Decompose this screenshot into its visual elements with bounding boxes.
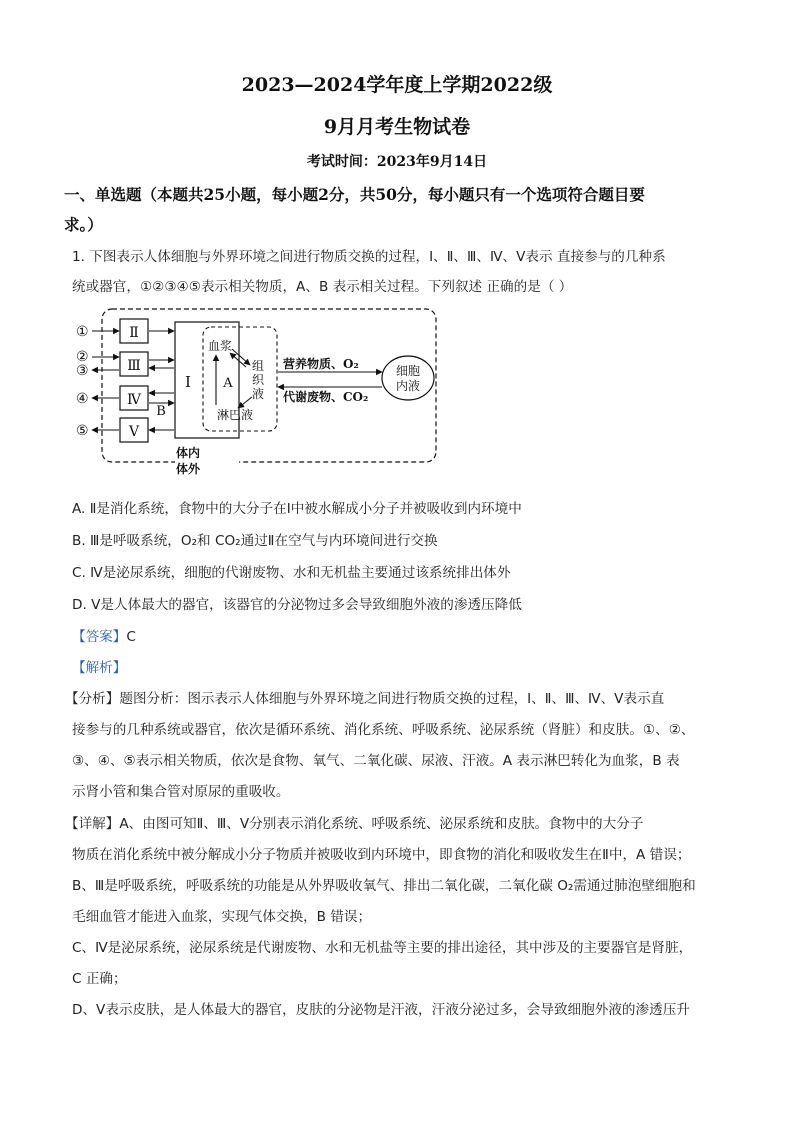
section-heading-cont: 求。）: [64, 215, 103, 234]
system-label-iii: Ⅲ: [127, 358, 141, 374]
circled-label-3: ③: [76, 363, 89, 379]
system-label-v: Ⅴ: [128, 424, 140, 440]
option-d: D. Ⅴ是人体最大的器官，该器官的分泌物过多会导致细胞外液的渗透压降低: [72, 597, 522, 613]
analysis-line: [72, 656, 126, 676]
process-b-label: B: [156, 404, 166, 419]
circled-label-2: ②: [76, 349, 89, 365]
answer-value: C: [126, 629, 136, 645]
option-a: A. Ⅱ是消化系统，食物中的大分子在Ⅰ中被水解成小分子并被吸收到内环境中: [72, 501, 522, 517]
exam-time: 考试时间：2023年9月14日: [306, 154, 488, 170]
outside-label: 体外: [176, 462, 201, 476]
lymph-label: 淋巴液: [216, 408, 254, 422]
cell-label-1: 细胞: [395, 364, 421, 378]
detail-line-3: B、Ⅲ是呼吸系统，呼吸系统的功能是从外界吸收氧气、排出二氧化碳，二氧化碳 O₂需通过肺泡壁细胞和: [72, 878, 696, 894]
cell-circle: [382, 356, 434, 400]
option-c: C. Ⅳ是泌尿系统，细胞的代谢废物、水和无机盐主要通过该系统排出体外: [72, 565, 511, 581]
inside-label: 体内: [176, 446, 201, 460]
question-stem-cont: 统或器官，①②③④⑤表示相关物质，A、B 表示相关过程。下列叙述 正确的是（ ）: [72, 279, 573, 295]
question-stem: 1. 下图表示人体细胞与外界环境之间进行物质交换的过程，Ⅰ、Ⅱ、Ⅲ、Ⅳ、Ⅴ表示 直接参与的几种系: [72, 249, 666, 265]
process-a-label: A: [223, 376, 233, 391]
circled-label-5: ⑤: [76, 423, 89, 439]
answer-line: [72, 625, 136, 645]
cell-label-2: 内液: [395, 379, 421, 393]
detail-line-2: 物质在消化系统中被分解成小分子物质并被吸收到内环境中，即食物的消化和吸收发生在Ⅱ中，A 错误；: [72, 847, 691, 863]
tissue-fluid-label-2: 织: [251, 373, 265, 387]
center-label: Ⅰ: [185, 373, 191, 391]
fenxi-line-4: 示肾小管和集合管对原尿的重吸收。: [72, 784, 290, 800]
exam-title: 2023—2024学年度上学期2022级: [241, 74, 553, 96]
exam-subtitle: 9月月考生物试卷: [323, 116, 471, 138]
system-label-ii: Ⅱ: [129, 325, 139, 341]
fenxi-line-2: 接参与的几种系统或器官，依次是循环系统、消化系统、呼吸系统、泌尿系统（肾脏）和皮肤。①、②、: [72, 722, 695, 738]
section-heading: 一、单选题（本题共25小题，每小题2分，共50分，每小题只有一个选项符合题目要: [64, 185, 645, 204]
fenxi-line-3: ③、④、⑤表示相关物质，依次是食物、氧气、二氧化碳、尿液、汗液。A 表示淋巴转化为血浆，B 表: [72, 753, 680, 769]
detail-line-5: C、Ⅳ是泌尿系统，泌尿系统是代谢废物、水和无机盐等主要的排出途径，其中涉及的主要器官是肾脏，: [72, 940, 693, 956]
circled-label-1: ①: [76, 324, 89, 340]
detail-line-4: 毛细血管才能进入血浆，实现气体交换，B 错误；: [72, 909, 372, 925]
tissue-fluid-label-1: 组: [251, 359, 265, 373]
nutrients-label: 营养物质、O₂: [283, 357, 359, 371]
plasma-label: 血浆: [207, 339, 233, 353]
option-b: B. Ⅲ是呼吸系统，O₂和 CO₂通过Ⅱ在空气与内环境间进行交换: [72, 533, 438, 549]
detail-line-7: D、Ⅴ表示皮肤，是人体最大的器官，皮肤的分泌物是汗液，汗液分泌过多，会导致细胞外液的渗透压升: [72, 1002, 690, 1018]
system-label-iv: Ⅳ: [127, 392, 141, 408]
exchange-diagram: [70, 305, 450, 480]
fenxi-label: 【分析】: [65, 691, 120, 707]
wastes-label: 代谢废物、CO₂: [283, 390, 369, 404]
detail-line-6: C 正确；: [72, 971, 127, 987]
fenxi-line-1: [65, 687, 664, 707]
detail-line-1: [65, 812, 643, 832]
circled-label-4: ④: [76, 391, 89, 407]
detail-label: 【详解】: [65, 816, 120, 832]
tissue-fluid-label-3: 液: [251, 387, 265, 401]
fenxi-text-1: 题图分析：图示表示人体细胞与外界环境之间进行物质交换的过程，Ⅰ、Ⅱ、Ⅲ、Ⅳ、Ⅴ表示直: [119, 691, 665, 707]
analysis-label: 【解析】: [72, 660, 127, 676]
answer-label: 【答案】: [72, 629, 127, 645]
detail-text-1: A、由图可知Ⅱ、Ⅲ、Ⅴ分别表示消化系统、呼吸系统、泌尿系统和皮肤。食物中的大分子: [119, 816, 644, 832]
